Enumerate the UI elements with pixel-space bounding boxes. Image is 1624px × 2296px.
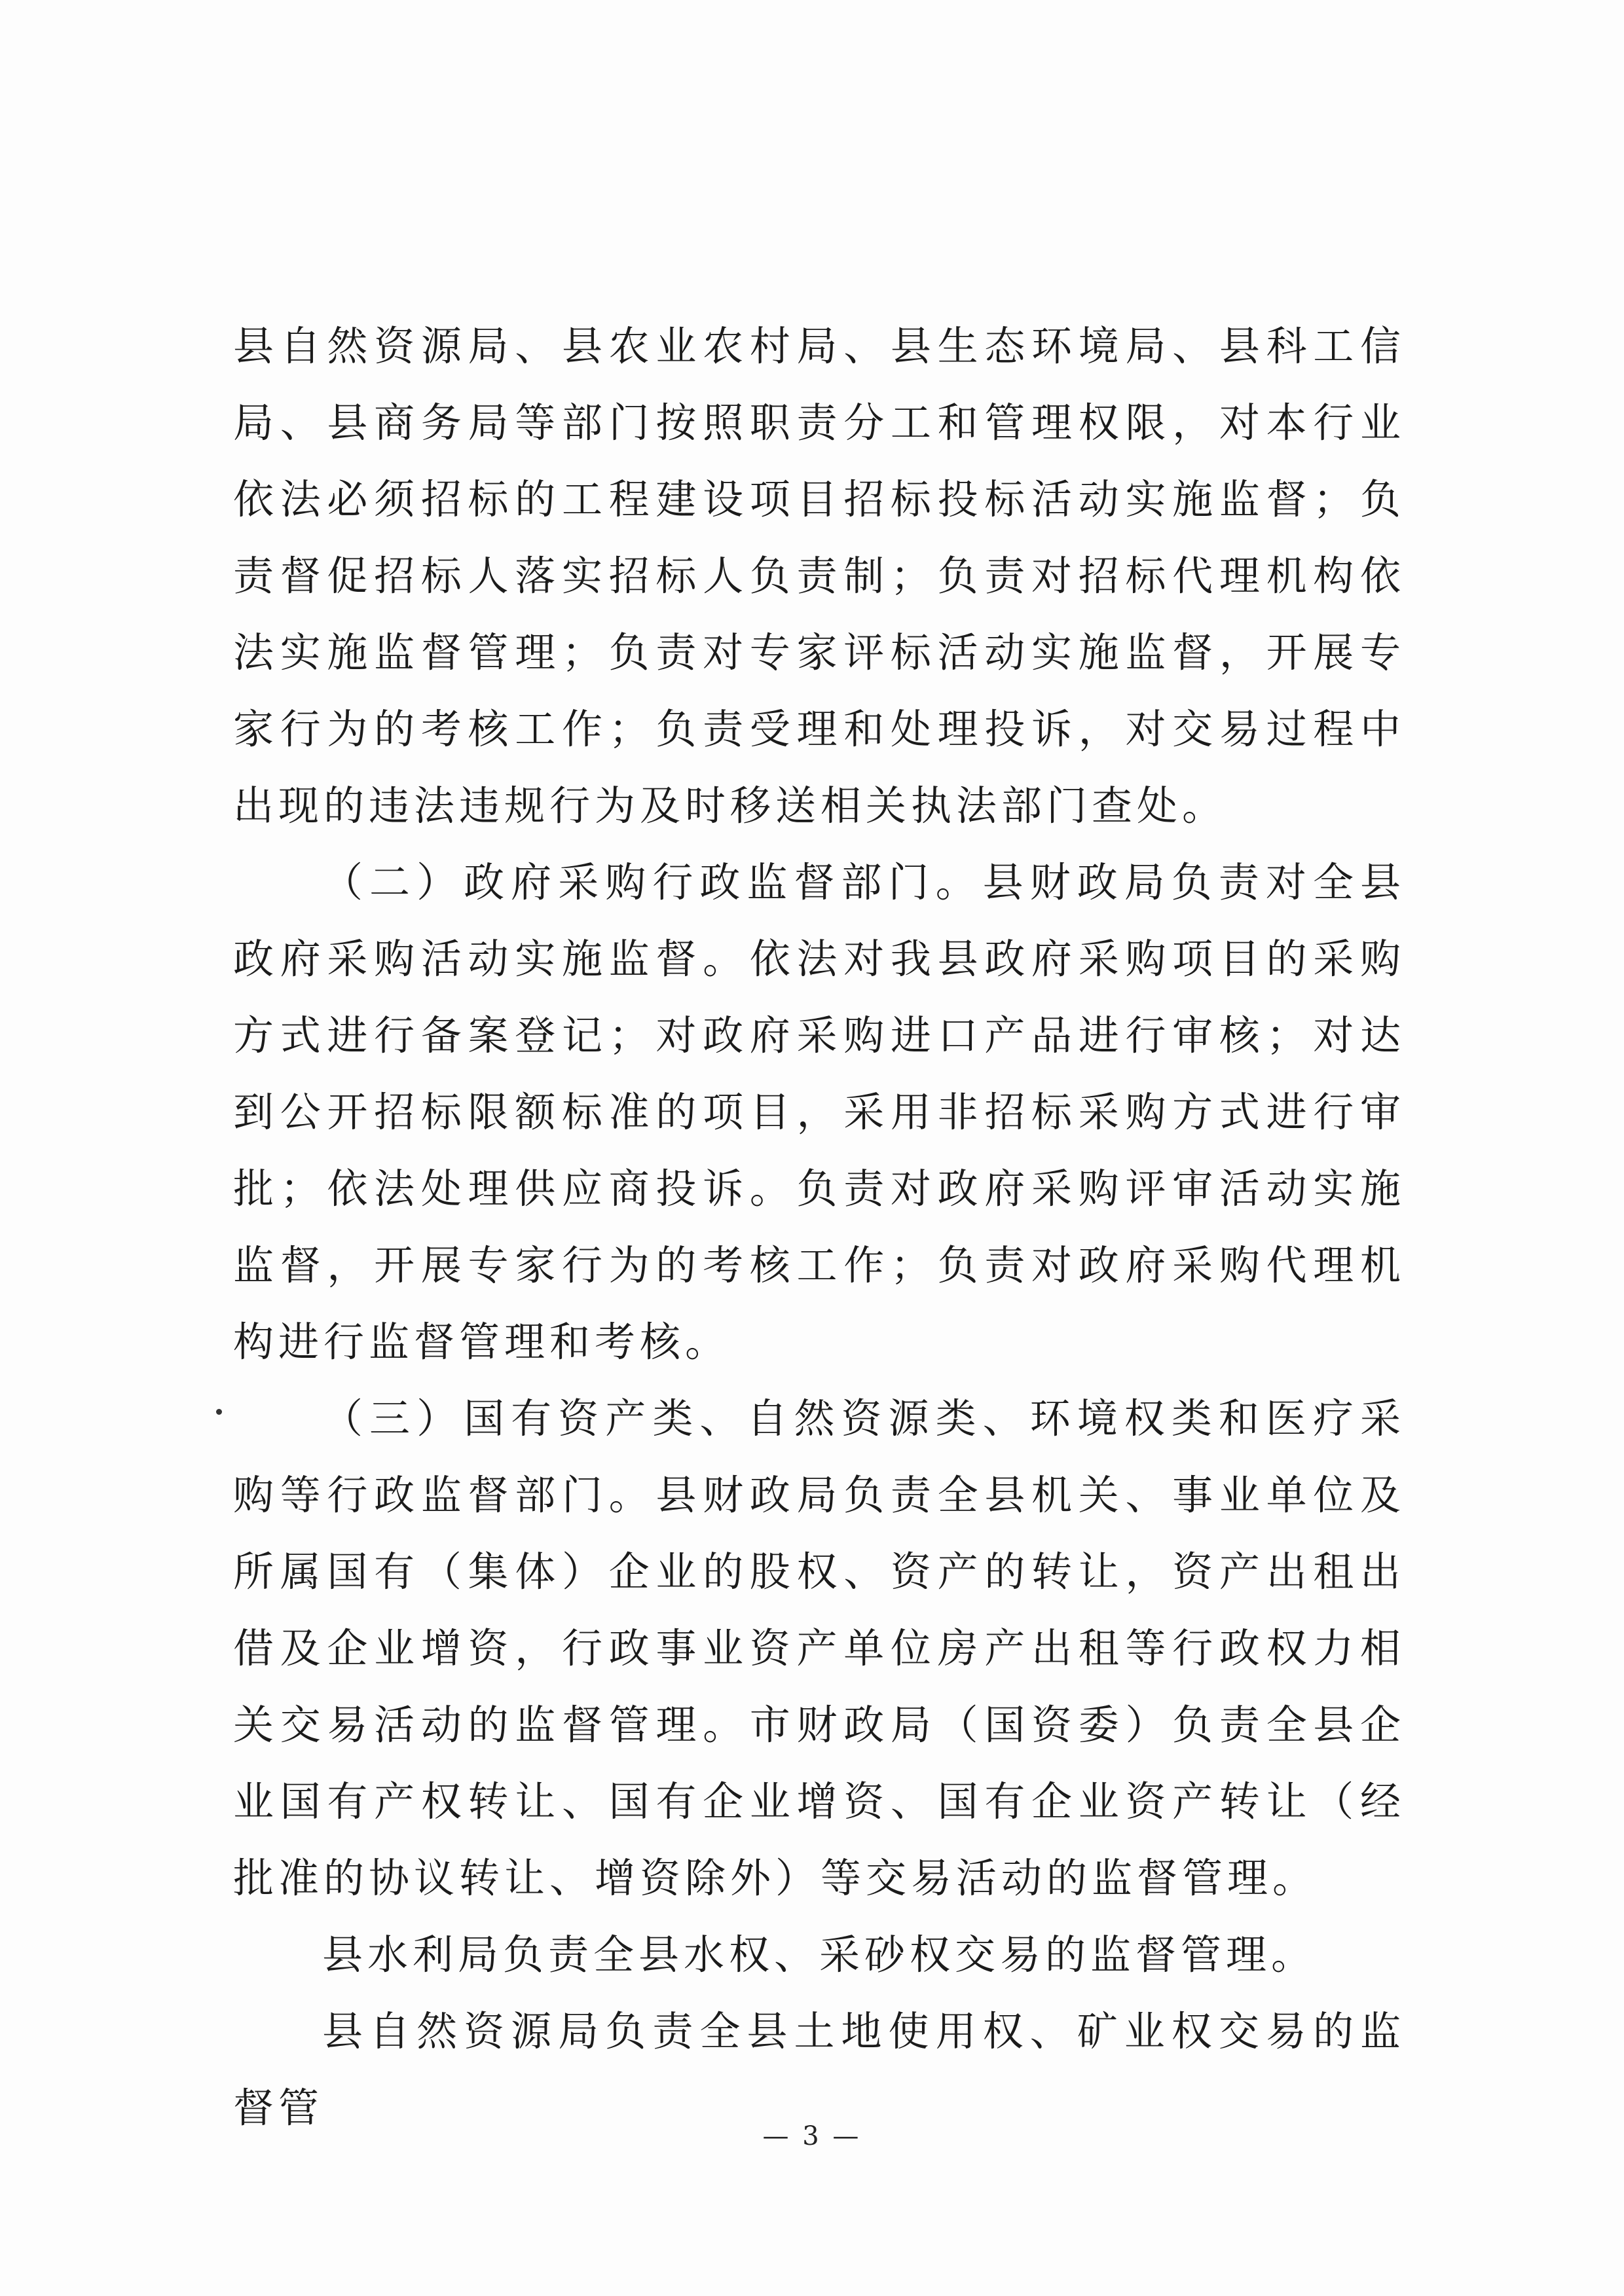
document-body [233, 308, 1405, 2146]
page-number: — 3 — [762, 2121, 862, 2151]
paragraph-2: （二）政府采购行政监督部门。县财政局负责对全县政府采购活动实施监督。依法对我县政府采购项目的采购方式进行备案登记；对政府采购进口产品进行审核；对达到公开招标限额标准的项目，采用非招标采购方式进行审批；依法处理供应商投诉。负责对政府采购评审活动实施监督，开展专家行为的考核工作；负责对政府采购代理机构进行监督管理和考核。 [233, 858, 1405, 1366]
paragraph-4: 县水利局负责全县水权、采砂权交易的监督管理。 [322, 1931, 1317, 1978]
paragraph-5: 县自然资源局负责全县土地使用权、矿业权交易的监督管 [233, 2007, 1405, 2132]
scan-speck [216, 1409, 222, 1415]
paragraph-3: （三）国有资产类、自然资源类、环境权类和医疗采购等行政监督部门。县财政局负责全县机关、事业单位及所属国有（集体）企业的股权、资产的转让，资产出租出借及企业增资，行政事业资产单位房产出租等行政权力相关交易活动的监督管理。市财政局（国资委）负责全县企业国有产权转让、国有企业增资、国有企业资产转让（经批准的协议转让、增资除外）等交易活动的监督管理。 [233, 1394, 1405, 1902]
paragraph-1: 县自然资源局、县农业农村局、县生态环境局、县科工信局、县商务局等部门按照职责分工和管理权限，对本行业依法必须招标的工程建设项目招标投标活动实施监督；负责督促招标人落实招标人负责制；负责对招标代理机构依法实施监督管理；负责对专家评标活动实施监督，开展专家行为的考核工作；负责受理和处理投诉，对交易过程中出现的违法违规行为及时移送相关执法部门查处。 [233, 322, 1405, 829]
